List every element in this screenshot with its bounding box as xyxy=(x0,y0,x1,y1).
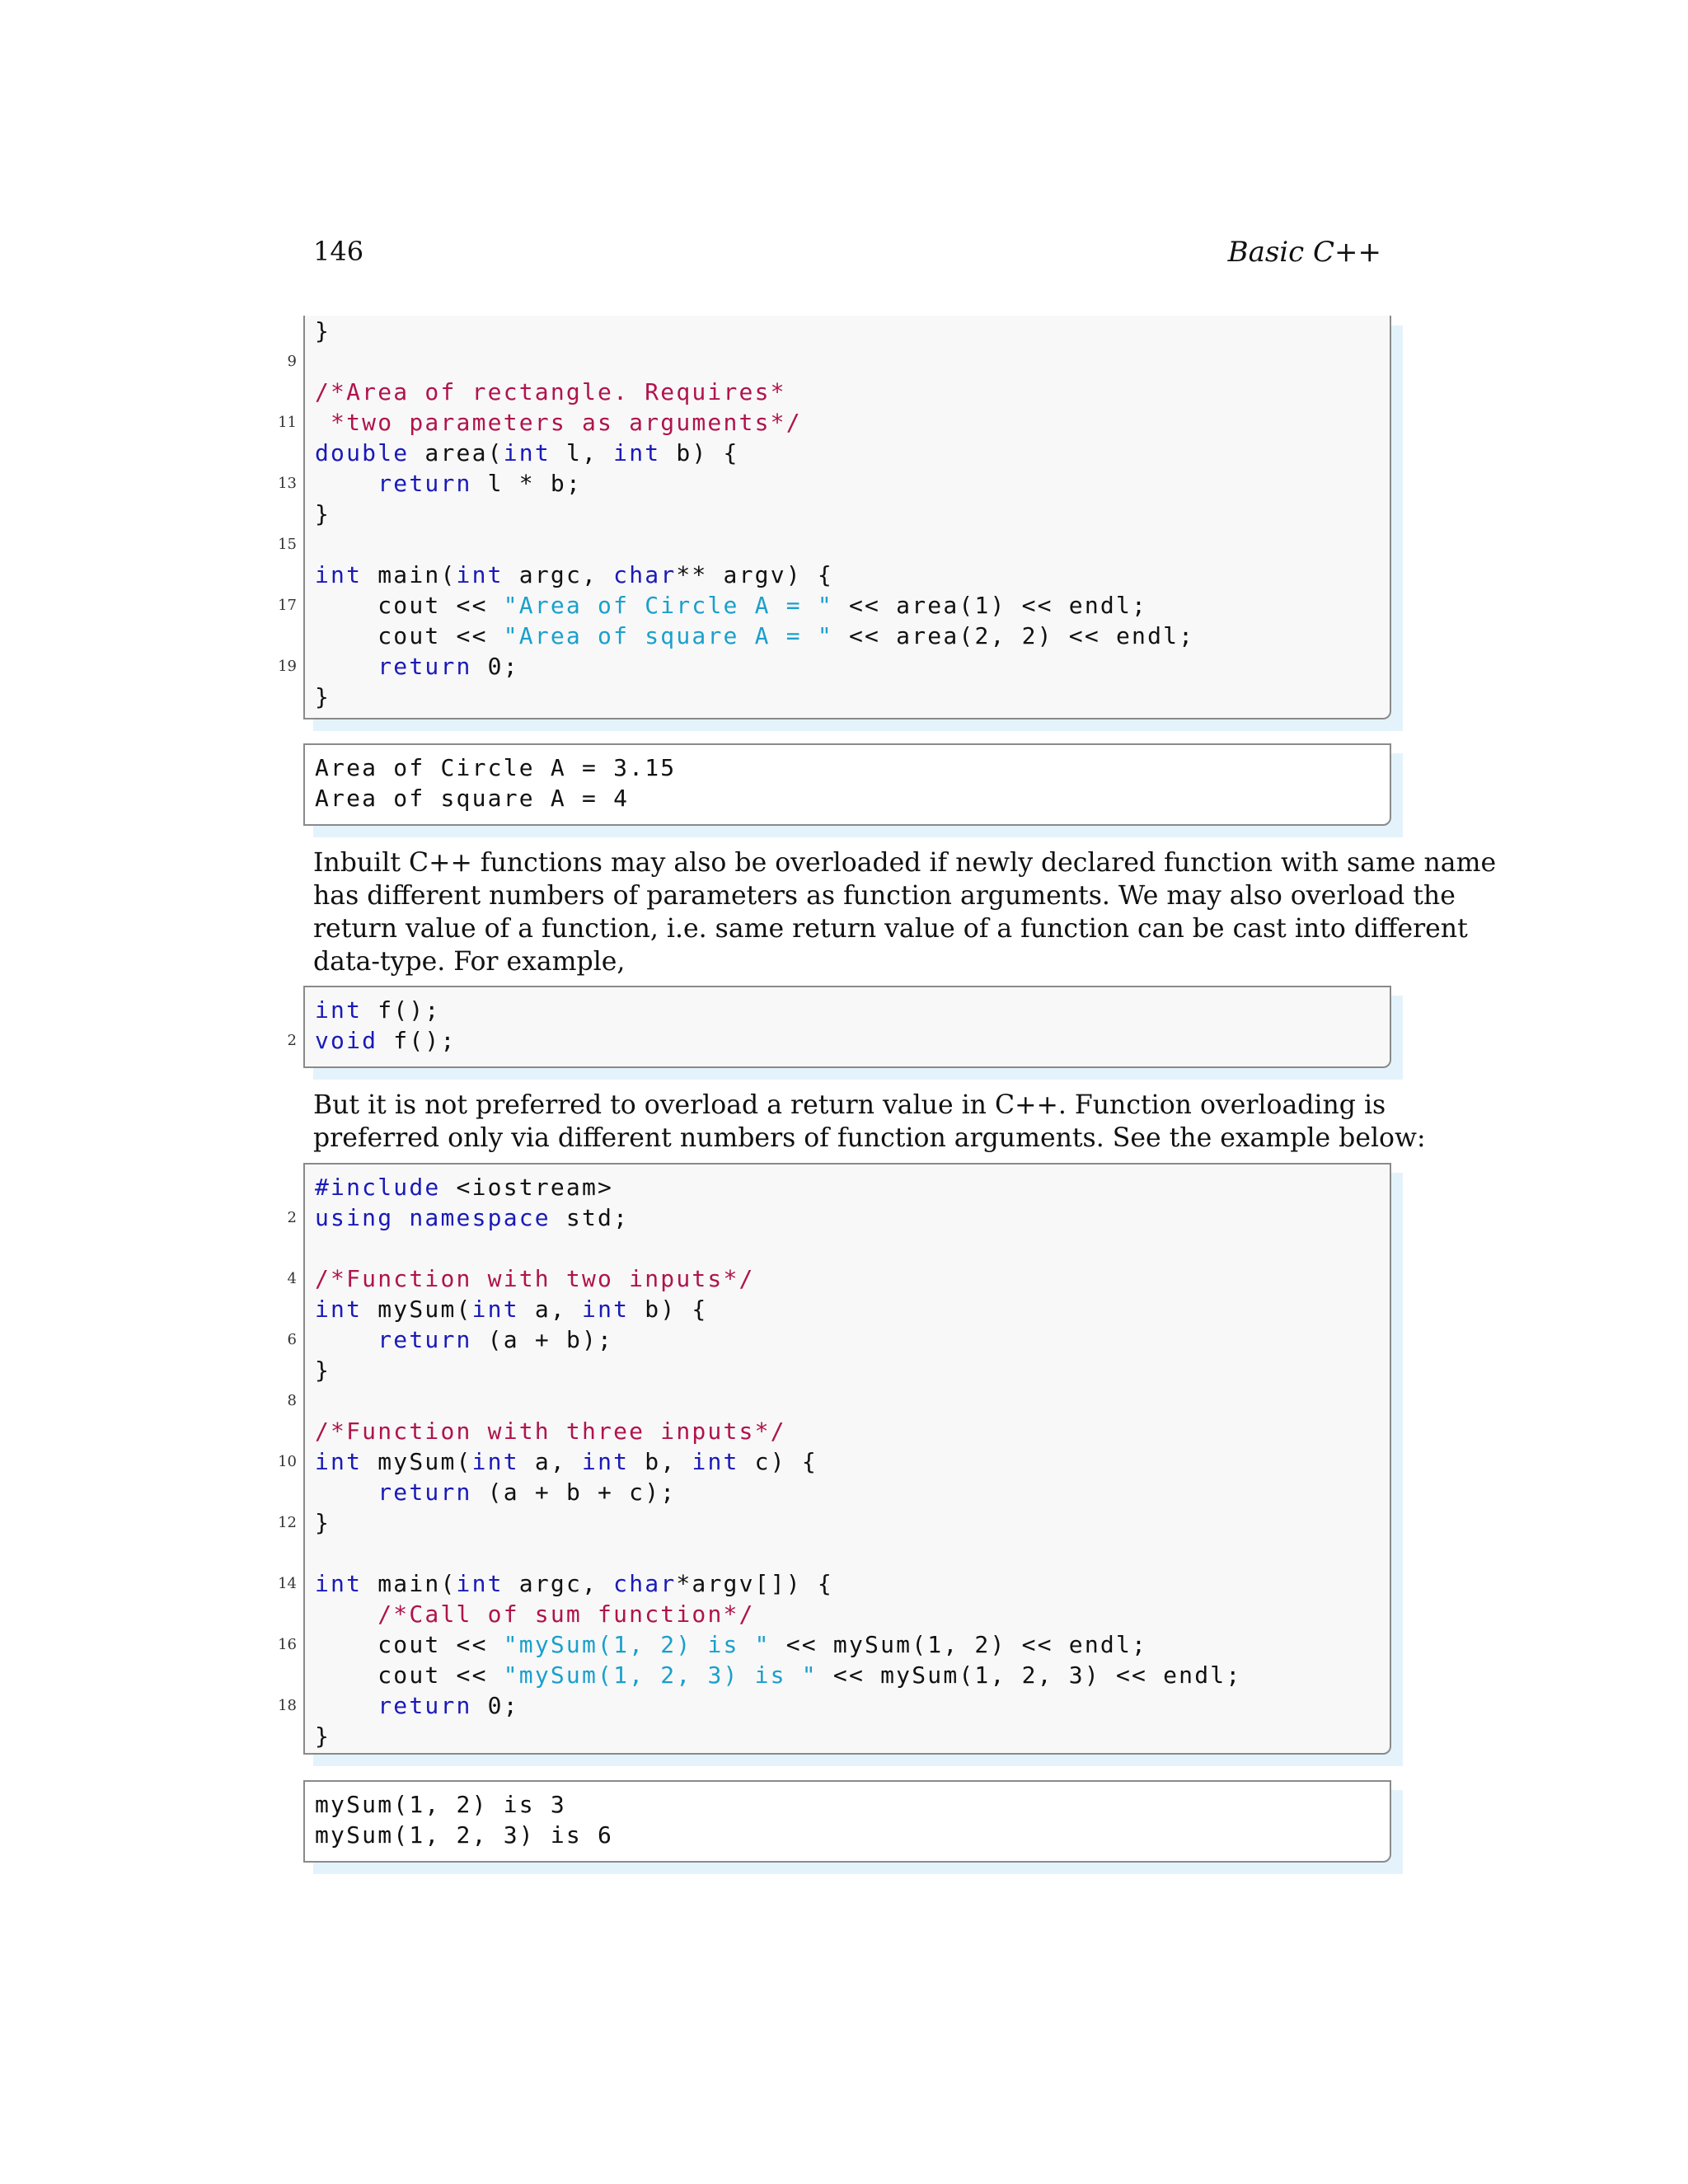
code-line xyxy=(315,316,1194,346)
code-keyword: int xyxy=(692,1448,739,1475)
code-string: "Area of Circle A = " xyxy=(503,592,833,619)
paragraph-preferred xyxy=(313,1089,1426,1155)
code-comment: /*Area of rectangle. Requires* xyxy=(315,378,786,405)
code-line xyxy=(315,1355,1241,1385)
code-keyword: int xyxy=(315,1570,363,1597)
code-text: cout << xyxy=(315,1631,504,1658)
paragraph-overloading xyxy=(313,846,1497,978)
code-text xyxy=(315,470,377,497)
code-line xyxy=(315,377,1194,407)
code-listing-return-type xyxy=(287,986,1391,1068)
code-line xyxy=(315,1477,1241,1507)
code-keyword: int xyxy=(456,561,504,588)
code-keyword: int xyxy=(315,1448,363,1475)
code-text: Area of square A = 4 xyxy=(315,785,630,812)
code-text: << mySum(1, 2) << endl; xyxy=(770,1631,1148,1658)
code-text: main( xyxy=(362,1570,457,1597)
code-text: mySum(1, 2) is 3 xyxy=(315,1791,566,1818)
code-keyword: int xyxy=(582,1448,630,1475)
code-keyword: char xyxy=(613,561,677,588)
code-text: a, xyxy=(518,1448,583,1475)
code-keyword: char xyxy=(613,1570,677,1597)
code-text: 0; xyxy=(471,1692,519,1719)
paragraph-line: data-type. For example, xyxy=(313,947,626,977)
code-text: cout << xyxy=(315,592,504,619)
code-text: } xyxy=(315,500,331,527)
code-text: Area of Circle A = 3.15 xyxy=(315,754,677,781)
code-line xyxy=(287,1385,1241,1416)
code-line xyxy=(315,621,1194,651)
line-number: 13 xyxy=(278,475,297,492)
code-keyword: int xyxy=(503,439,551,466)
page-number: 146 xyxy=(313,236,364,267)
code-line xyxy=(278,1690,1241,1721)
code-line xyxy=(287,1025,457,1056)
code-comment: /*Function with two inputs*/ xyxy=(315,1265,755,1292)
code-line xyxy=(315,682,1194,712)
line-number: 18 xyxy=(278,1697,297,1714)
line-number: 10 xyxy=(278,1453,297,1470)
code-line xyxy=(315,1820,613,1850)
code-comment: *two parameters as arguments*/ xyxy=(315,409,802,436)
code-line xyxy=(278,529,1194,560)
line-number: 8 xyxy=(287,1392,297,1409)
code-text: << area(1) << endl; xyxy=(832,592,1148,619)
code-text: } xyxy=(315,1509,331,1536)
code-text: 0; xyxy=(471,653,519,680)
code-line xyxy=(278,1507,1241,1538)
code-line xyxy=(278,1629,1241,1660)
code-keyword: #include xyxy=(315,1174,441,1201)
code-keyword: int xyxy=(315,1296,363,1323)
line-number: 4 xyxy=(287,1270,297,1287)
code-text: f(); xyxy=(362,996,441,1024)
paragraph-line: return value of a function, i.e. same return value of a function can be cast into different xyxy=(313,914,1468,944)
code-text xyxy=(315,1601,377,1628)
code-line xyxy=(315,1789,613,1820)
code-listing-area xyxy=(278,316,1391,719)
code-line xyxy=(278,407,1194,438)
code-lines xyxy=(278,1172,1242,1751)
code-line xyxy=(287,1202,1241,1233)
code-line xyxy=(315,1172,1241,1202)
line-number: 15 xyxy=(278,536,297,553)
code-text: mySum( xyxy=(362,1296,472,1323)
code-keyword: return xyxy=(377,653,472,680)
code-text: } xyxy=(315,1722,331,1750)
code-text: ** argv) { xyxy=(676,561,833,588)
code-keyword: return xyxy=(377,1326,472,1353)
code-string: "mySum(1, 2, 3) is " xyxy=(503,1661,818,1689)
code-line xyxy=(287,1263,1241,1294)
code-text: l, xyxy=(550,439,614,466)
code-line xyxy=(278,468,1194,499)
line-number: 12 xyxy=(278,1514,297,1531)
code-line xyxy=(315,1233,1241,1263)
code-keyword: return xyxy=(377,1692,472,1719)
code-line xyxy=(315,995,457,1025)
code-keyword: using namespace xyxy=(315,1204,551,1231)
code-text: cout << xyxy=(315,1661,504,1689)
code-keyword: double xyxy=(315,439,410,466)
code-line xyxy=(315,1599,1241,1629)
code-line xyxy=(315,783,676,813)
running-title: Basic C++ xyxy=(1227,236,1381,269)
code-keyword: int xyxy=(456,1570,504,1597)
paragraph-line: preferred only via different numbers of function arguments. See the example below: xyxy=(313,1123,1426,1153)
code-line xyxy=(315,752,676,783)
code-line xyxy=(278,1446,1241,1477)
code-text: cout << xyxy=(315,622,504,649)
code-text: <iostream> xyxy=(440,1174,614,1201)
code-text: argc, xyxy=(503,1570,614,1597)
code-text: << area(2, 2) << endl; xyxy=(832,622,1195,649)
code-keyword: int xyxy=(315,996,363,1024)
code-text: b, xyxy=(629,1448,692,1475)
code-text xyxy=(315,1326,377,1353)
paragraph-line: has different numbers of parameters as function arguments. We may also overload the xyxy=(313,881,1456,911)
code-text: f(); xyxy=(377,1027,457,1054)
code-text xyxy=(315,1692,377,1719)
code-text: } xyxy=(315,1357,331,1384)
line-number: 2 xyxy=(287,1032,297,1049)
code-text: area( xyxy=(409,439,504,466)
paragraph-line: But it is not preferred to overload a return value in C++. Function overloading is xyxy=(313,1090,1386,1120)
code-listing-mysum xyxy=(278,1163,1391,1755)
code-keyword: int xyxy=(471,1296,519,1323)
code-text: l * b; xyxy=(471,470,582,497)
output-mysum xyxy=(303,1780,1391,1863)
code-text: argc, xyxy=(503,561,614,588)
code-lines xyxy=(278,316,1195,712)
code-line xyxy=(278,651,1194,682)
code-keyword: return xyxy=(377,1479,472,1506)
output-lines xyxy=(315,752,676,813)
code-line xyxy=(278,1568,1241,1599)
code-line xyxy=(315,1721,1241,1751)
code-text: *argv[]) { xyxy=(676,1570,833,1597)
code-line xyxy=(315,499,1194,529)
code-line xyxy=(287,346,1194,377)
code-line xyxy=(315,1538,1241,1568)
code-keyword: int xyxy=(582,1296,630,1323)
line-number: 14 xyxy=(278,1575,297,1592)
code-text xyxy=(315,653,377,680)
code-text: a, xyxy=(518,1296,583,1323)
line-number: 6 xyxy=(287,1331,297,1348)
line-number: 16 xyxy=(278,1636,297,1653)
code-text: } xyxy=(315,683,331,710)
code-text xyxy=(315,1479,377,1506)
code-line xyxy=(278,590,1194,621)
code-keyword: int xyxy=(613,439,661,466)
code-text: (a + b + c); xyxy=(471,1479,677,1506)
listing-frame xyxy=(303,986,1391,1068)
code-line xyxy=(315,1416,1241,1446)
output-lines xyxy=(315,1789,613,1850)
code-text: c) { xyxy=(738,1448,818,1475)
code-text: mySum(1, 2, 3) is 6 xyxy=(315,1821,614,1849)
line-number: 2 xyxy=(287,1209,297,1226)
code-string: "mySum(1, 2) is " xyxy=(503,1631,771,1658)
code-line xyxy=(315,1294,1241,1324)
paragraph-line: Inbuilt C++ functions may also be overloaded if newly declared function with same name xyxy=(313,848,1497,878)
code-line xyxy=(315,438,1194,468)
code-keyword: void xyxy=(315,1027,378,1054)
code-keyword: int xyxy=(315,561,363,588)
line-number: 19 xyxy=(278,658,297,675)
code-keyword: return xyxy=(377,470,472,497)
code-keyword: int xyxy=(471,1448,519,1475)
code-line xyxy=(315,560,1194,590)
code-text: b) { xyxy=(660,439,739,466)
code-text: } xyxy=(315,317,331,344)
code-string: "Area of square A = " xyxy=(503,622,833,649)
line-number: 9 xyxy=(287,353,297,370)
code-line xyxy=(287,1324,1241,1355)
output-area xyxy=(303,743,1391,826)
line-number: 17 xyxy=(278,597,297,614)
code-line xyxy=(315,1660,1241,1690)
code-text: << mySum(1, 2, 3) << endl; xyxy=(817,1661,1242,1689)
code-comment: /*Function with three inputs*/ xyxy=(315,1418,786,1445)
code-lines xyxy=(287,995,457,1056)
line-number: 11 xyxy=(278,414,297,431)
code-text: mySum( xyxy=(362,1448,472,1475)
code-text: main( xyxy=(362,561,457,588)
code-text: std; xyxy=(550,1204,630,1231)
code-text: (a + b); xyxy=(471,1326,614,1353)
code-comment: /*Call of sum function*/ xyxy=(377,1601,755,1628)
code-text: b) { xyxy=(629,1296,708,1323)
